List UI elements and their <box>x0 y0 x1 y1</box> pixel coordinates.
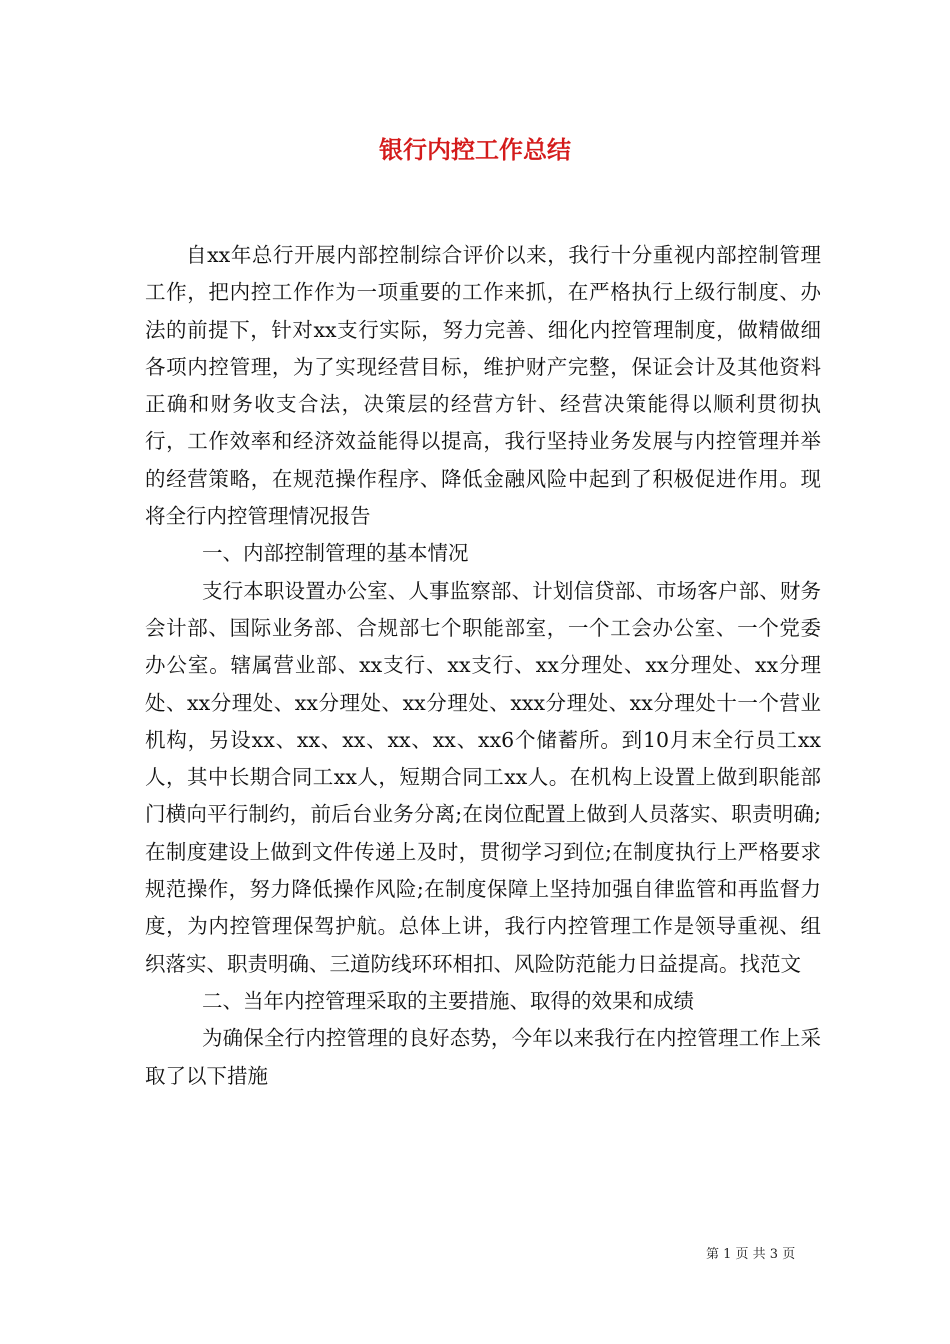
document-title: 银行内控工作总结 <box>379 135 571 164</box>
section-heading-1: 一、内部控制管理的基本情况 <box>202 541 469 566</box>
section-heading-2: 二、当年内控管理采取的主要措施、取得的效果和成绩 <box>202 988 694 1013</box>
document-body <box>145 237 821 1095</box>
section-1-paragraph: 支行本职设置办公室、人事监察部、计划信贷部、市场客户部、财务会计部、国际业务部、合规部七个职能部室，一个工会办公室、一个党委办公室。辖属营业部、xx支行、xx支行、xx分理处、xx分理处、xx分理处、xx分理处、xx分理处、xx分理处、xxx分理处、xx分理处十一个营业机构，另设xx、xx、xx、xx、xx、xx6个储蓄所。到10月末全行员工xx人，其中长期合同工xx人，短期合同工xx人。在机构上设置上做到职能部门横向平行制约，前后台业务分离;在岗位配置上做到人员落实、职责明确;在制度建设上做到文件传递上及时，贯彻学习到位;在制度执行上严格要求规范操作，努力降低操作风险;在制度保障上坚持加强自律监管和再监督力度，为内控管理保驾护航。总体上讲，我行内控管理工作是领导重视、组织落实、职责明确、三道防线环环相扣、风险防范能力日益提高。找范文 <box>145 578 821 976</box>
page-number-footer: 第 1 页 共 3 页 <box>706 1247 796 1262</box>
section-2-paragraph: 为确保全行内控管理的良好态势，今年以来我行在内控管理工作上采取了以下措施 <box>145 1026 821 1088</box>
intro-paragraph: 自xx年总行开展内部控制综合评价以来，我行十分重视内部控制管理工作，把内控工作作为一项重要的工作来抓，在严格执行上级行制度、办法的前提下，针对xx支行实际，努力完善、细化内控管理制度，做精做细各项内控管理，为了实现经营目标，维护财产完整，保证会计及其他资料正确和财务收支合法，决策层的经营方针、经营决策能得以顺利贯彻执行，工作效率和经济效益能得以提高，我行坚持业务发展与内控管理并举的经营策略，在规范操作程序、降低金融风险中起到了积极促进作用。现将全行内控管理情况报告 <box>145 243 821 529</box>
